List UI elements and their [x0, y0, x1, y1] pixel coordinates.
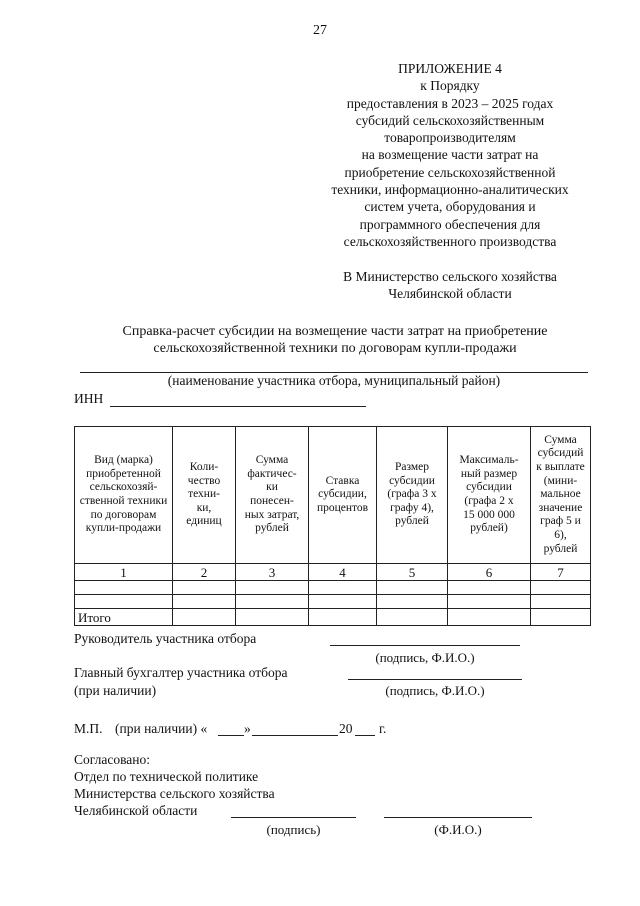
quote-close: »: [244, 721, 251, 736]
accountant-sublabel: (при наличии): [74, 683, 157, 698]
approval-name-caption: (Ф.И.О.): [434, 822, 482, 837]
header-cell-subsidy-size: Размер субсидии (графа 3 х графу 4), рублей: [377, 427, 448, 564]
column-number: 5: [377, 564, 448, 581]
appendix-line: к Порядку: [420, 78, 480, 94]
addressee-line: Челябинской области: [388, 286, 512, 302]
accountant-signature-line[interactable]: [348, 679, 522, 680]
date-day-line[interactable]: [218, 735, 244, 736]
appendix-line: предоставления в 2023 – 2025 годах: [346, 95, 554, 111]
table-header-row: [75, 427, 591, 564]
stamp-presence: (при наличии) «: [115, 721, 208, 736]
total-label: Итого: [75, 609, 173, 626]
head-signature-line[interactable]: [330, 645, 520, 646]
appendix-line: ПРИЛОЖЕНИЕ 4: [398, 61, 502, 76]
appendix-line: на возмещение части затрат на: [361, 147, 539, 163]
approval-line: Отдел по технической политике: [74, 769, 259, 784]
approval-name-line[interactable]: [384, 817, 532, 818]
table-cell[interactable]: [236, 609, 309, 626]
table-cell[interactable]: [377, 595, 448, 609]
subsidy-table: [74, 426, 591, 626]
head-caption: (подпись, Ф.И.О.): [375, 650, 475, 665]
year-suffix: г.: [379, 721, 387, 736]
inn-line[interactable]: [110, 406, 366, 407]
column-number: 6: [448, 564, 531, 581]
column-number-row: [75, 564, 591, 581]
date-month-line[interactable]: [252, 735, 338, 736]
addressee-block: [300, 268, 600, 303]
table-cell[interactable]: [173, 595, 236, 609]
table-cell[interactable]: [377, 581, 448, 595]
table-row: [75, 595, 591, 609]
table-cell[interactable]: [448, 595, 531, 609]
appendix-line: систем учета, оборудования и: [364, 199, 536, 215]
accountant-label: Главный бухгалтер участника отбора: [74, 665, 288, 680]
column-number: 7: [531, 564, 591, 581]
approval-line: Министерства сельского хозяйства: [74, 786, 275, 801]
year-prefix: 20: [339, 721, 353, 736]
appendix-line: техники, информационно-аналитических: [331, 182, 569, 198]
table-cell[interactable]: [173, 581, 236, 595]
table-cell[interactable]: [309, 581, 377, 595]
header-cell-payout: Сумма субсидий к выплате (мини- мальное значение граф 5 и 6), рублей: [531, 427, 591, 564]
total-row: [75, 609, 591, 626]
stamp-mp: М.П.: [74, 721, 103, 736]
table-cell[interactable]: [236, 595, 309, 609]
column-number: 2: [173, 564, 236, 581]
approval-line: Челябинской области: [74, 803, 198, 818]
table-cell[interactable]: [75, 595, 173, 609]
table-cell[interactable]: [236, 581, 309, 595]
header-cell-quantity: Коли- чество техни- ки, единиц: [173, 427, 236, 564]
appendix-line: субсидий сельскохозяйственным: [355, 112, 545, 128]
approval-signature-caption: (подпись): [266, 822, 321, 837]
date-year-line[interactable]: [355, 735, 375, 736]
title-line: сельскохозяйственной техники по договорам купли-продажи: [153, 341, 517, 356]
table-cell[interactable]: [173, 609, 236, 626]
title-line: Справка-расчет субсидии на возмещение части затрат на приобретение: [122, 324, 548, 339]
appendix-line: приобретение сельскохозяйственной: [344, 164, 556, 180]
column-number: 4: [309, 564, 377, 581]
participant-caption: (наименование участника отбора, муниципальный район): [167, 373, 501, 388]
addressee-line: В Министерство сельского хозяйства: [343, 269, 557, 284]
inn-label: ИНН: [74, 391, 104, 406]
head-label: Руководитель участника отбора: [74, 631, 257, 646]
table-cell[interactable]: [531, 595, 591, 609]
appendix-line: товаропроизводителям: [384, 130, 516, 146]
table-cell[interactable]: [377, 609, 448, 626]
column-number: 1: [75, 564, 173, 581]
document-title: [40, 323, 630, 357]
accountant-caption: (подпись, Ф.И.О.): [385, 683, 485, 698]
header-cell-actual-costs: Сумма фактичес- ки понесен- ных затрат, рублей: [236, 427, 309, 564]
page-number: 27: [313, 23, 327, 38]
approval-signature-line[interactable]: [231, 817, 356, 818]
table-cell[interactable]: [531, 609, 591, 626]
header-cell-type: Вид (марка) приобретенной сельскохозяй- ственной техники по договорам купли-продажи: [75, 427, 173, 564]
table-cell[interactable]: [75, 581, 173, 595]
table-cell[interactable]: [448, 609, 531, 626]
appendix-header: [300, 60, 600, 250]
header-cell-rate: Ставка субсидии, процентов: [309, 427, 377, 564]
table-row: [75, 581, 591, 595]
appendix-line: программного обеспечения для: [359, 216, 541, 232]
table-cell[interactable]: [309, 595, 377, 609]
table-cell[interactable]: [448, 581, 531, 595]
approval-title: Согласовано:: [74, 752, 150, 767]
header-cell-max-subsidy: Максималь- ный размер субсидии (графа 2 х 15 000 000 рублей): [448, 427, 531, 564]
appendix-line: сельскохозяйственного производства: [343, 233, 557, 249]
table-cell[interactable]: [531, 581, 591, 595]
table-cell[interactable]: [309, 609, 377, 626]
column-number: 3: [236, 564, 309, 581]
